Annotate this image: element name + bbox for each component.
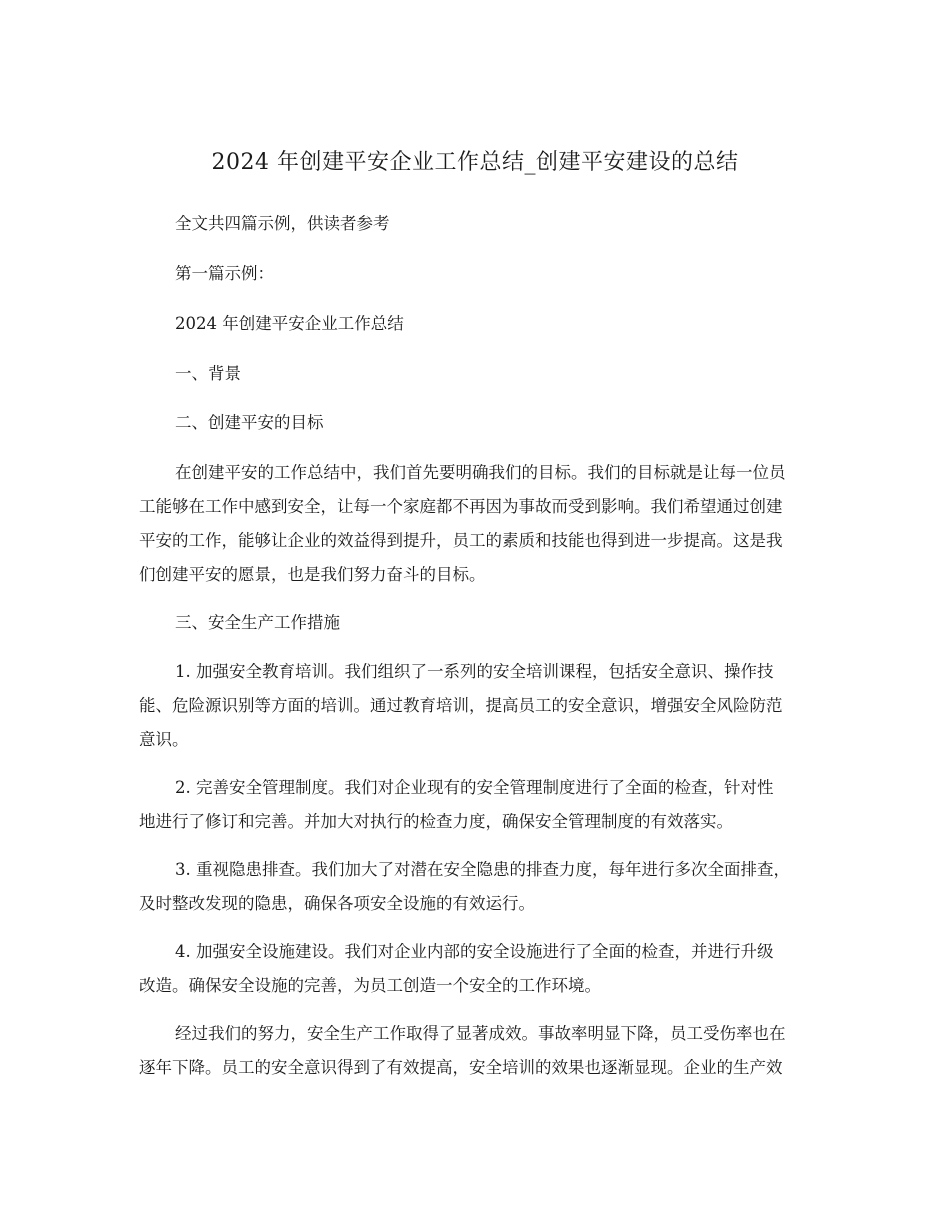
measure-item-line: 意识。 <box>139 730 189 749</box>
measure-item-line: 改造。确保安全设施的完善，为员工创造一个安全的工作环境。 <box>139 976 601 995</box>
paragraph-goal-line: 在创建平安的工作总结中，我们首先要明确我们的目标。我们的目标就是让每一位员 <box>175 463 786 482</box>
paragraph-goal-line: 平安的工作，能够让企业的效益得到提升，员工的素质和技能也得到进一步提高。这是我 <box>139 531 783 550</box>
paragraph-result-line: 逐年下降。员工的安全意识得到了有效提高，安全培训的效果也逐渐显现。企业的生产效 <box>139 1058 783 1077</box>
paragraph-goal-line: 们创建平安的愿景，也是我们努力奋斗的目标。 <box>139 565 486 584</box>
measure-item-line: 4. 加强安全设施建设。我们对企业内部的安全设施进行了全面的检查，并进行升级 <box>175 942 774 961</box>
heading-goal: 二、创建平安的目标 <box>175 413 324 432</box>
paragraph-result-line: 经过我们的努力，安全生产工作取得了显著成效。事故率明显下降，员工受伤率也在 <box>175 1024 786 1043</box>
paragraph-goal-line: 工能够在工作中感到安全，让每一个家庭都不再因为事故而受到影响。我们希望通过创建 <box>139 497 783 516</box>
measure-item-line: 3. 重视隐患排查。我们加大了对潜在安全隐患的排查力度，每年进行多次全面排查， <box>175 860 790 879</box>
sample-label: 第一篇示例： <box>175 264 274 283</box>
measure-item-line: 及时整改发现的隐患，确保各项安全设施的有效运行。 <box>139 894 535 913</box>
intro-text: 全文共四篇示例，供读者参考 <box>175 214 390 233</box>
measure-item-line: 地进行了修订和完善。并加大对执行的检查力度，确保安全管理制度的有效落实。 <box>139 812 733 831</box>
heading-background: 一、背景 <box>175 364 241 383</box>
heading-measures: 三、安全生产工作措施 <box>175 613 340 632</box>
measure-item-line: 能、危险源识别等方面的培训。通过教育培训，提高员工的安全意识，增强安全风险防范 <box>139 696 783 715</box>
measure-item-line: 2. 完善安全管理制度。我们对企业现有的安全管理制度进行了全面的检查，针对性 <box>175 778 774 797</box>
subtitle: 2024 年创建平安企业工作总结 <box>175 314 404 333</box>
measure-item-line: 1. 加强安全教育培训。我们组织了一系列的安全培训课程，包括安全意识、操作技 <box>175 662 774 681</box>
document-title: 2024 年创建平安企业工作总结_创建平安建设的总结 <box>211 150 739 175</box>
